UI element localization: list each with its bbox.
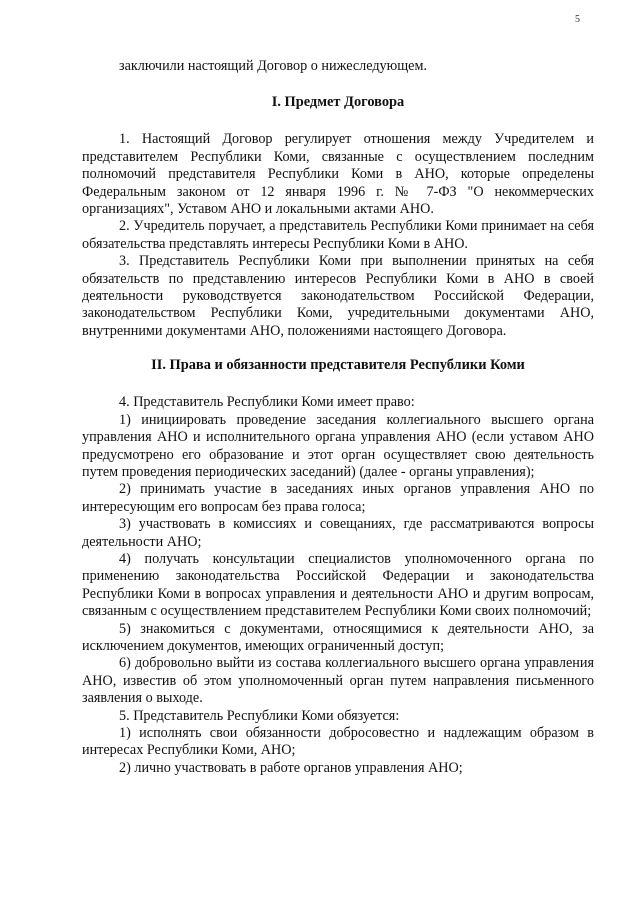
- clause-4-item-4: 4) получать консультации специалистов уполномоченного органа по применению законодательства Российской Федерации и законодательства Республики Коми в вопросах управления и деятельности АНО и другим вопросам, связанным с осуществлением представителем Республики Коми своих полномочий;: [82, 550, 594, 620]
- section-1-heading: I. Предмет Договора: [271, 94, 405, 111]
- clause-4-item-5: 5) знакомиться с документами, относящимися к деятельности АНО, за исключением документов, имеющих ограниченный доступ;: [82, 620, 594, 654]
- page-number: 5: [575, 14, 580, 25]
- clause-4-item-6: 6) добровольно выйти из состава коллегиального высшего органа управления АНО, известив об этом уполномоченный орган путем направления письменного заявления о выходе.: [82, 655, 594, 707]
- clause-4-intro: 4. Представитель Республики Коми имеет право:: [119, 394, 415, 411]
- section-1-paragraph-2: 2. Учредитель поручает, а представитель Республики Коми принимает на себя обязательства представлять интересы Республики Коми в АНО.: [82, 218, 594, 252]
- section-2-heading: II. Права и обязанности представителя Республики Коми: [151, 357, 525, 374]
- section-1-paragraph-3: 3. Представитель Республики Коми при выполнении принятых на себя обязательств по представлению интересов Республики Коми в АНО в своей деятельности руководствуется законодательством Российской Федерации, законодательством Республики Коми, учредительными документами АНО, внутренними документами АНО, положениями настоящего Договора.: [82, 253, 594, 339]
- clause-4-item-3: 3) участвовать в комиссиях и совещаниях, где рассматриваются вопросы деятельности АНО;: [82, 516, 594, 550]
- clause-5-intro: 5. Представитель Республики Коми обязуется:: [119, 707, 400, 724]
- section-1-paragraph-1: 1. Настоящий Договор регулирует отношения между Учредителем и представителем Республики Коми, связанные с осуществлением последним полномочий представителя Республики Коми в АНО, которые определены Федеральным законом от 12 января 1996 г. № 7-ФЗ "О некоммерческих организациях", Уставом АНО и локальными актами АНО.: [82, 131, 594, 218]
- clause-5-item-1: 1) исполнять свои обязанности добросовестно и надлежащим образом в интересах Республики Коми, АНО;: [82, 725, 594, 759]
- clause-4-item-2: 2) принимать участие в заседаниях иных органов управления АНО по интересующим его вопросам без права голоса;: [82, 481, 594, 515]
- intro-paragraph: заключили настоящий Договор о нижеследующем.: [119, 58, 427, 74]
- clause-4-item-1: 1) инициировать проведение заседания коллегиального высшего органа управления АНО и исполнительного органа управления АНО (если уставом АНО предусмотрено его образование и этот орган осуществляет свою деятельность путем проведения периодических заседаний) (далее - органы управления);: [82, 411, 594, 480]
- clause-5-item-2: 2) лично участвовать в работе органов управления АНО;: [119, 759, 463, 776]
- document-body: [82, 58, 594, 777]
